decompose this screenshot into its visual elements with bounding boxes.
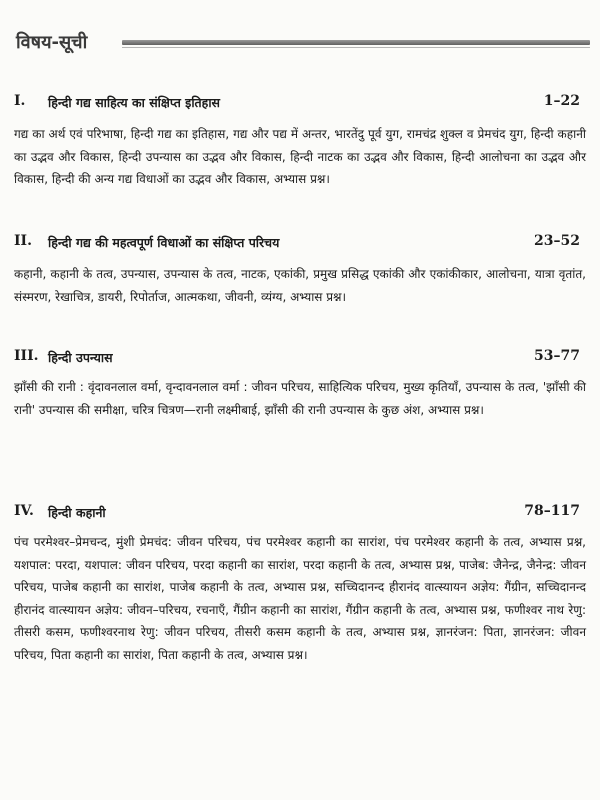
section-title: हिन्दी कहानी bbox=[48, 505, 106, 520]
section-content: गद्य का अर्थ एवं परिभाषा, हिन्दी गद्य का इतिहास, गद्य और पद्य में अन्तर, भारतेंदु पूर्व युग, रामचंद्र शुक्ल व प्रेमचंद युग, हिन्दी कहानी का उद्भव और विकास, हिन्दी उपन्यास का उद्भव और विकास, हिन्दी नाटक का उद्भव और विकास, हिन्दी आलोचना का उद्भव और विकास, हिन्दी की अन्य गद्य विधाओं का उद्भव और विकास, अभ्यास प्रश्न। bbox=[14, 127, 586, 187]
toc-section-heading bbox=[14, 233, 580, 253]
toc-section-heading bbox=[14, 348, 580, 368]
section-page-range: 1–22 bbox=[543, 93, 580, 109]
section-title: हिन्दी उपन्यास bbox=[48, 350, 113, 365]
page-title: विषय-सूची bbox=[16, 32, 88, 53]
section-page-range: 23–52 bbox=[534, 233, 580, 249]
section-number: II. bbox=[14, 233, 32, 249]
toc-header bbox=[10, 26, 590, 56]
toc-section-heading bbox=[14, 93, 580, 113]
section-number: I. bbox=[14, 93, 26, 109]
section-page-range: 53–77 bbox=[534, 348, 580, 364]
section-content: कहानी, कहानी के तत्व, उपन्यास, उपन्यास के तत्व, नाटक, एकांकी, प्रमुख प्रसिद्ध एकांकी और एकांकीकार, आलोचना, यात्रा वृतांत, संस्मरण, रेखाचित्र, डायरी, रिपोर्ताज, आत्मकथा, जीवनी, व्यंग्य, अभ्यास प्रश्न। bbox=[14, 267, 586, 304]
toc-section-heading bbox=[14, 503, 580, 523]
header-rule-thin bbox=[122, 47, 590, 48]
section-title: हिन्दी गद्य साहित्य का संक्षिप्त इतिहास bbox=[48, 95, 221, 110]
section-number: IV. bbox=[14, 503, 34, 519]
section-title: हिन्दी गद्य की महत्वपूर्ण विधाओं का संक्षिप्त परिचय bbox=[48, 235, 280, 250]
section-content: झाँसी की रानी : वृंदावनलाल वर्मा, वृन्दावनलाल वर्मा : जीवन परिचय, साहित्यिक परिचय, मुख्य कृतियाँ, उपन्यास के तत्व, 'झाँसी की रानी' उपन्यास की समीक्षा, चरित्र चित्रण—रानी लक्ष्मीबाई, झाँसी की रानी उपन्यास के कुछ अंश, अभ्यास प्रश्न। bbox=[14, 380, 586, 417]
section-number: III. bbox=[14, 348, 39, 364]
header-rule bbox=[122, 40, 590, 45]
section-content: पंच परमेश्वर–प्रेमचन्द, मुंशी प्रेमचंद: जीवन परिचय, पंच परमेश्वर कहानी का सारांश, पंच परमेश्वर कहानी के तत्व, अभ्यास प्रश्न, यशपाल: परदा, यशपाल: जीवन परिचय, परदा कहानी का सारांश, परदा कहानी के तत्व, अभ्यास प्रश्न, पाजेब: जैनेन्द्र, जैनेन्द्र: जीवन परिचय, पाजेब कहानी का सारांश, पाजेब कहानी के तत्व, अभ्यास प्रश्न, सच्चिदानन्द हीरानंद वात्स्यायन अज्ञेय: गैंग्रीन, सच्चिदानन्द हीरानंद वात्स्यायन अज्ञेय: जीवन–परिचय, रचनाएँ, गैंग्रीन कहानी का सारांश, गैंग्रीन कहानी के तत्व, अभ्यास प्रश्न, फणीश्वर नाथ रेणु: तीसरी कसम, फणीश्वरनाथ रेणु: जीवन परिचय, तीसरी कसम कहानी के तत्व, अभ्यास प्रश्न, ज्ञानरंजन: पिता, ज्ञानरंजन: जीवन परिचय, पिता कहानी का सारांश, पिता कहानी के तत्व, अभ्यास प्रश्न। bbox=[14, 535, 586, 662]
section-page-range: 78–117 bbox=[524, 503, 580, 519]
